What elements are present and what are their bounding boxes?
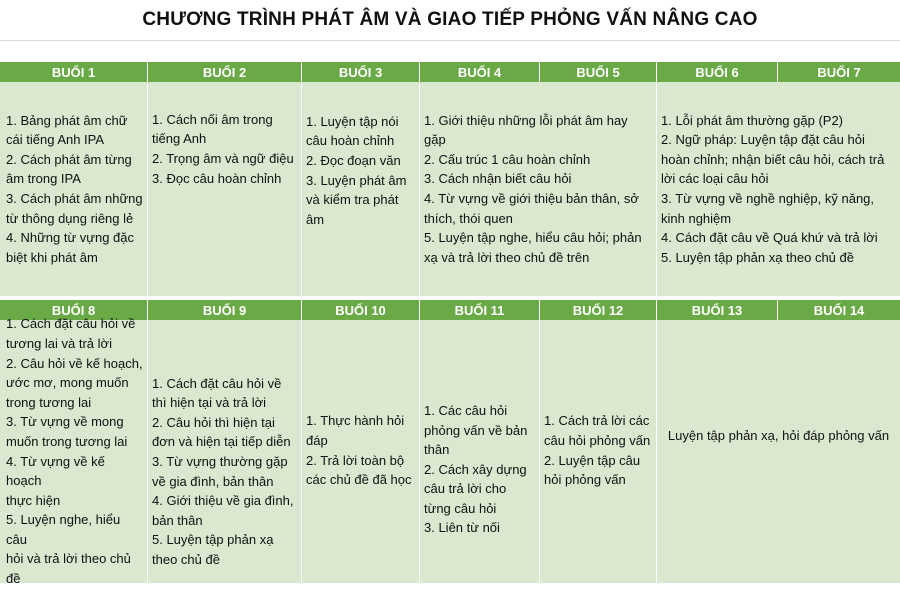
content-line: thích, thói quen <box>424 210 513 226</box>
header-buoi-7: BUỔI 7 <box>778 62 900 82</box>
content-line: hỏi phỏng vấn <box>544 472 626 488</box>
content-list <box>306 411 412 489</box>
content-line: ước mơ, mong muốn <box>6 375 129 391</box>
content-line: 2. Cách xây dựng <box>424 461 527 477</box>
content-line: 2. Trọng âm và ngữ điệu <box>152 151 294 166</box>
content-line: tương lai và trả lời <box>6 335 112 351</box>
content-list <box>661 111 884 268</box>
header-buoi-2: BUỔI 2 <box>148 62 302 82</box>
content-line: 4. Từ vựng về giới thiệu bản thân, sở <box>424 191 639 206</box>
content-line: hoàn chỉnh; nhận biết câu hỏi, cách trả <box>661 151 885 167</box>
content-line: đơn và hiện tại tiếp diễn <box>152 434 291 450</box>
content-line: 4. Giới thiệu về gia đình, <box>152 493 294 509</box>
content-line: xạ và trả lời theo chủ đề trên <box>424 249 590 265</box>
content-line: 3. Từ vựng về mong <box>6 414 124 430</box>
cell-buoi-1 <box>0 82 148 296</box>
content-line: 3. Từ vựng thường gặp <box>152 453 288 469</box>
content-line: 2. Ngữ pháp: Luyện tập đặt câu hỏi <box>661 132 865 148</box>
cell-buoi-9 <box>148 320 302 583</box>
content-line: 3. Từ vựng về nghề nghiệp, kỹ năng, <box>661 191 875 206</box>
content-line: trong tương lai <box>6 394 92 410</box>
content-line: 2. Cấu trúc 1 câu hoàn chỉnh <box>424 151 591 167</box>
header-buoi-3: BUỔI 3 <box>302 62 420 82</box>
content-line: hỏi và trả lời theo chủ <box>6 551 131 567</box>
content-line: biệt khi phát âm <box>6 249 98 265</box>
content-line: thực hiện <box>6 492 61 508</box>
page-title: CHƯƠNG TRÌNH PHÁT ÂM VÀ GIAO TIẾP PHỎNG VẤN NÂNG CAO <box>142 9 758 30</box>
content-line: 3. Luyện phát âm <box>306 172 407 188</box>
content-line: từ thông dụng riêng lẻ <box>6 210 134 226</box>
content-line: 2. Câu hỏi thì hiện tại <box>152 414 275 430</box>
content-list <box>152 110 294 188</box>
content-line: 1. Luyện tập nói <box>306 113 399 129</box>
content-line: 1. Bảng phát âm chữ <box>6 112 128 128</box>
header-buoi-10: BUỔI 10 <box>302 300 420 320</box>
content-line: thân <box>424 442 450 458</box>
header-buoi-12: BUỔI 12 <box>540 300 657 320</box>
content-line: 1. Cách đặt câu hỏi về <box>152 375 282 391</box>
content-line: 2. Cách phát âm từng <box>6 151 132 167</box>
content-line: về gia đình, bản thân <box>152 473 274 489</box>
header-buoi-14: BUỔI 14 <box>778 300 900 320</box>
header-buoi-5: BUỔI 5 <box>540 62 657 82</box>
cell-buoi-13-14 <box>657 320 900 583</box>
content-line: 1. Giới thiệu những lỗi phát âm hay <box>424 112 628 128</box>
header-buoi-4: BUỔI 4 <box>420 62 540 82</box>
cell-buoi-8 <box>0 316 148 587</box>
content-line: từng câu hỏi <box>424 500 497 516</box>
content-line: 5. Luyện tập phản xạ <box>152 532 274 548</box>
header-buoi-1: BUỔI 1 <box>0 62 148 82</box>
content-line: và kiểm tra phát <box>306 192 399 208</box>
content-line: 4. Cách đặt câu về Quá khứ và trả lời <box>661 230 878 246</box>
content-line: 1. Lỗi phát âm thường gặp (P2) <box>661 112 843 128</box>
content-list <box>424 401 527 538</box>
header-buoi-8: BUỔI 8 <box>0 300 148 320</box>
content-line: Luyện tập phản xạ, hỏi đáp phỏng vấn <box>667 427 890 443</box>
content-line: 2. Trả lời toàn bộ <box>306 452 405 468</box>
content-line: 2. Đọc đoạn văn <box>306 152 401 168</box>
cell-buoi-6-7 <box>657 82 900 296</box>
content-line: các chủ đề đã học <box>306 472 412 488</box>
content-list <box>152 374 294 570</box>
header-buoi-13: BUỔI 13 <box>657 300 778 320</box>
header-buoi-11: BUỔI 11 <box>420 300 540 320</box>
content-line: 5. Luyện nghe, hiểu câu <box>6 512 121 547</box>
content-line: âm <box>306 211 325 227</box>
content-line: 4. Những từ vựng đặc <box>6 230 135 246</box>
content-line: 1. Các câu hỏi <box>424 402 508 418</box>
header-buoi-6: BUỔI 6 <box>657 62 778 82</box>
content-line: 3. Liên từ nối <box>424 520 500 536</box>
content-list <box>6 111 143 268</box>
content-line: gặp <box>424 132 446 148</box>
content-line: câu hỏi phỏng vấn <box>544 432 651 448</box>
content-line: kinh nghiệm <box>661 210 732 226</box>
cell-buoi-3 <box>302 82 420 296</box>
content-line: theo chủ đề <box>152 551 220 567</box>
content-line: lời các loại câu hỏi <box>661 171 769 187</box>
content-line: âm trong IPA <box>6 171 81 187</box>
content-list <box>306 112 406 230</box>
content-line: 4. Từ vựng về kế hoạch <box>6 453 105 489</box>
content-line: 1. Cách nối âm trong <box>152 111 273 127</box>
header-buoi-9: BUỔI 9 <box>148 300 302 320</box>
content-line: 1. Cách đặt câu hỏi về <box>6 316 136 332</box>
content-line: câu trả lời cho <box>424 481 507 497</box>
content-line: 1. Cách trả lời các <box>544 413 650 429</box>
content-line: đề <box>6 571 21 587</box>
content-line: cái tiếng Anh IPA <box>6 132 105 148</box>
content-line: muốn trong tương lai <box>6 433 128 449</box>
content-line: 3. Đọc câu hoàn chỉnh <box>152 170 282 186</box>
content-line: 5. Luyện tập nghe, hiểu câu hỏi; phản <box>424 230 642 246</box>
content-line: thì hiện tại và trả lời <box>152 395 267 411</box>
content-list <box>668 426 889 446</box>
cell-buoi-2 <box>148 82 302 296</box>
content-line: 3. Cách nhận biết câu hỏi <box>424 171 572 187</box>
content-list <box>424 111 642 268</box>
content-line: 2. Câu hỏi về kế hoạch, <box>6 355 143 371</box>
content-line: 3. Cách phát âm những <box>6 191 143 206</box>
divider <box>0 40 900 41</box>
cell-buoi-11 <box>420 320 540 583</box>
content-list <box>544 411 650 489</box>
content-line: đáp <box>306 432 328 448</box>
content-line: 1. Thực hành hỏi <box>306 413 405 429</box>
content-line: phỏng vấn về bản <box>424 422 528 438</box>
cell-buoi-12 <box>540 320 657 583</box>
content-line: bản thân <box>152 512 203 528</box>
content-line: câu hoàn chỉnh <box>306 133 395 149</box>
content-line: 2. Luyện tập câu <box>544 452 641 468</box>
cell-buoi-10 <box>302 320 420 583</box>
content-line: tiếng Anh <box>152 131 207 147</box>
cell-buoi-4-5 <box>420 82 657 296</box>
content-line: 5. Luyện tập phản xạ theo chủ đề <box>661 249 854 265</box>
content-list <box>6 314 143 588</box>
